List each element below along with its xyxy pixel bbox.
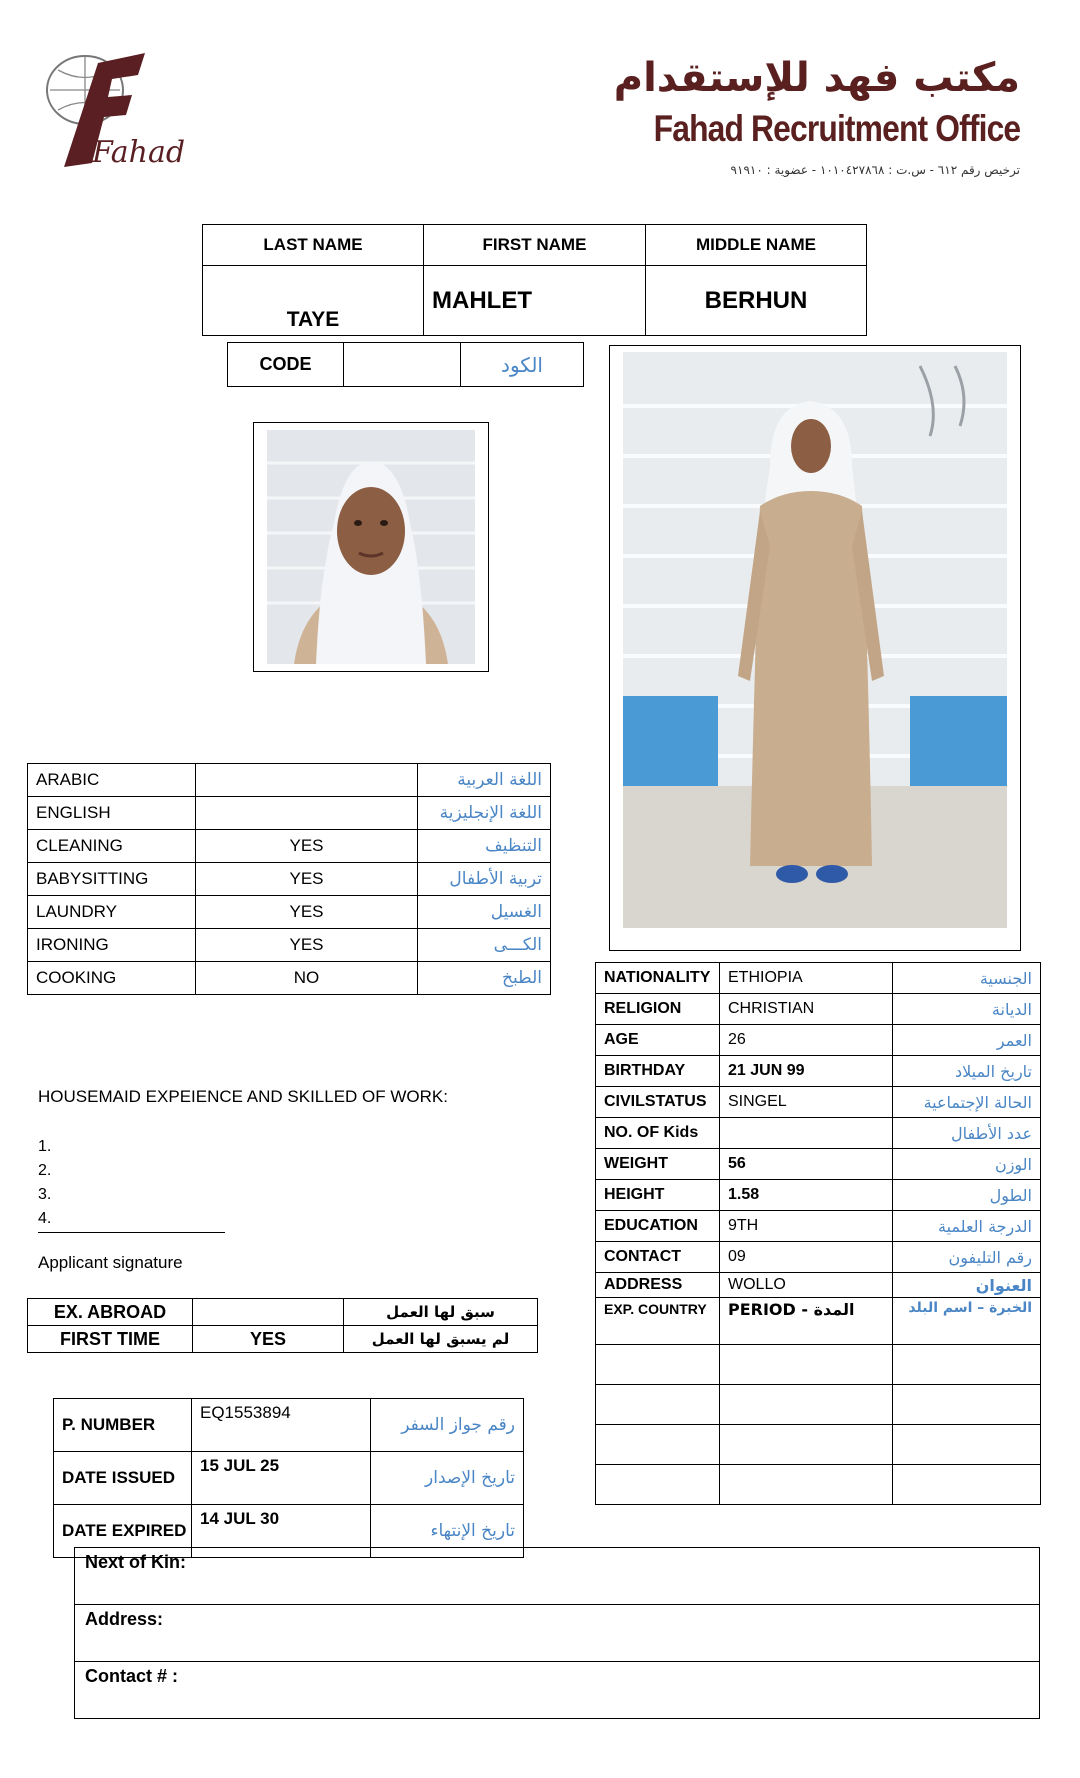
table-row — [28, 764, 551, 797]
info-label: NATIONALITY — [596, 963, 720, 994]
table-row — [596, 1345, 1041, 1385]
info-value: 56 — [720, 1149, 893, 1180]
info-value — [720, 1118, 893, 1149]
skill-label-arabic: اللغة الإنجليزية — [418, 797, 551, 830]
table-row — [28, 830, 551, 863]
info-label: ADDRESS — [596, 1273, 720, 1298]
skill-label: IRONING — [28, 929, 196, 962]
code-label: CODE — [228, 343, 344, 387]
exp-country-label-arabic: الخبرة – اسم البلد — [893, 1298, 1041, 1345]
info-label-arabic: تاريخ الميلاد — [893, 1056, 1041, 1087]
info-label: EDUCATION — [596, 1211, 720, 1242]
info-label-arabic: الديانة — [893, 994, 1041, 1025]
table-row — [75, 1548, 1040, 1605]
office-name-english: Fahad Recruitment Office — [653, 108, 1020, 149]
experience-list — [38, 1135, 51, 1231]
skill-label-arabic: التنظيف — [418, 830, 551, 863]
info-label: BIRTHDAY — [596, 1056, 720, 1087]
table-row — [28, 962, 551, 995]
info-label-arabic: الطول — [893, 1180, 1041, 1211]
office-name-arabic: مكتب فهد للإستقدام — [613, 55, 1020, 101]
table-row — [54, 1452, 524, 1505]
skill-label-arabic: الغسيل — [418, 896, 551, 929]
info-value: ETHIOPIA — [720, 963, 893, 994]
first-name-label: FIRST NAME — [424, 225, 646, 266]
skill-label-arabic: تربية الأطفال — [418, 863, 551, 896]
skill-label: COOKING — [28, 962, 196, 995]
passport-label-arabic: تاريخ الإنتهاء — [371, 1505, 524, 1558]
list-item: 1. — [38, 1138, 52, 1155]
info-label: CIVILSTATUS — [596, 1087, 720, 1118]
info-label: CONTACT — [596, 1242, 720, 1273]
skill-value: NO — [196, 962, 418, 995]
abroad-label: EX. ABROAD — [28, 1299, 193, 1326]
table-row — [596, 963, 1041, 994]
info-label-arabic: العمر — [893, 1025, 1041, 1056]
passport-label-arabic: رقم جواز السفر — [371, 1399, 524, 1452]
skill-label-arabic: الكـــى — [418, 929, 551, 962]
skill-label: ARABIC — [28, 764, 196, 797]
skill-label-arabic: الطبخ — [418, 962, 551, 995]
skill-value — [196, 797, 418, 830]
table-row — [596, 1149, 1041, 1180]
table-row — [596, 1425, 1041, 1465]
info-label-arabic: عدد الأطفال — [893, 1118, 1041, 1149]
code-table — [227, 342, 584, 387]
info-value: 1.58 — [720, 1180, 893, 1211]
table-row — [596, 1273, 1041, 1298]
office-license: ترخيص رقم ٦١٢ - س.ت : ١٠١٠٤٢٧٨٦٨ - عضوية : ٩١٩١٠ — [730, 163, 1020, 177]
table-row — [596, 1180, 1041, 1211]
passport-label: DATE ISSUED — [54, 1452, 192, 1505]
code-value — [344, 343, 461, 387]
info-label-arabic: العنوان — [893, 1273, 1041, 1298]
table-row — [596, 1118, 1041, 1149]
skill-value: YES — [196, 830, 418, 863]
code-label-arabic: الكود — [461, 343, 584, 387]
info-label-arabic: الجنسية — [893, 963, 1041, 994]
table-row — [596, 1298, 1041, 1345]
skill-label: BABYSITTING — [28, 863, 196, 896]
table-row — [596, 1385, 1041, 1425]
names-table — [202, 224, 867, 336]
table-row — [596, 1056, 1041, 1087]
info-label-arabic: الوزن — [893, 1149, 1041, 1180]
abroad-value: YES — [193, 1326, 344, 1353]
table-row — [75, 1662, 1040, 1719]
info-value: 09 — [720, 1242, 893, 1273]
list-item: 2. — [38, 1162, 52, 1179]
signature-label: Applicant signature — [38, 1253, 183, 1272]
first-name-value: MAHLET — [424, 266, 646, 336]
table-row — [596, 1025, 1041, 1056]
info-value: WOLLO — [720, 1273, 893, 1298]
info-label-arabic: الحالة الإجتماعية — [893, 1087, 1041, 1118]
list-item: 4. — [38, 1210, 52, 1227]
info-label: RELIGION — [596, 994, 720, 1025]
table-row — [28, 1299, 538, 1326]
skill-label: LAUNDRY — [28, 896, 196, 929]
skill-label-arabic: اللغة العربية — [418, 764, 551, 797]
middle-name-label: MIDDLE NAME — [646, 225, 867, 266]
info-value: 9TH — [720, 1211, 893, 1242]
abroad-table — [27, 1298, 538, 1353]
skills-table — [27, 763, 551, 995]
passport-table — [53, 1398, 524, 1558]
last-name-value: TAYE — [203, 266, 424, 336]
abroad-label: FIRST TIME — [28, 1326, 193, 1353]
experience-title: HOUSEMAID EXPEIENCE AND SKILLED OF WORK: — [38, 1087, 448, 1106]
table-row — [28, 863, 551, 896]
full-body-photo — [609, 345, 1021, 951]
kin-contact-label: Contact # : — [75, 1662, 1040, 1719]
table-row — [28, 929, 551, 962]
info-label-arabic: رقم التليفون — [893, 1242, 1041, 1273]
logo-text: Fahad — [92, 135, 186, 170]
table-row — [28, 797, 551, 830]
skill-label: ENGLISH — [28, 797, 196, 830]
info-value: 21 JUN 99 — [720, 1056, 893, 1087]
passport-label: DATE EXPIRED — [54, 1505, 192, 1558]
info-value: SINGEL — [720, 1087, 893, 1118]
personal-info-table — [595, 962, 1041, 1505]
table-row — [596, 994, 1041, 1025]
skill-value — [196, 764, 418, 797]
last-name-label: LAST NAME — [203, 225, 424, 266]
info-value: 26 — [720, 1025, 893, 1056]
info-label: NO. OF Kids — [596, 1118, 720, 1149]
exp-period-label: PERIOD - المدة — [720, 1298, 893, 1345]
table-row — [28, 896, 551, 929]
table-row — [75, 1605, 1040, 1662]
table-row — [28, 1326, 538, 1353]
kin-address-label: Address: — [75, 1605, 1040, 1662]
list-item: 3. — [38, 1186, 52, 1203]
info-value: CHRISTIAN — [720, 994, 893, 1025]
fahad-logo — [40, 45, 190, 175]
abroad-value — [193, 1299, 344, 1326]
table-row — [596, 1465, 1041, 1505]
middle-name-value: BERHUN — [646, 266, 867, 336]
passport-label-arabic: تاريخ الإصدار — [371, 1452, 524, 1505]
abroad-label-arabic: سبق لها العمل — [344, 1299, 538, 1326]
next-of-kin-label: Next of Kin: — [75, 1548, 1040, 1605]
info-label: AGE — [596, 1025, 720, 1056]
table-row — [596, 1087, 1041, 1118]
info-label: WEIGHT — [596, 1149, 720, 1180]
abroad-label-arabic: لم يسبق لها العمل — [344, 1326, 538, 1353]
table-row — [596, 1211, 1041, 1242]
skill-value: YES — [196, 863, 418, 896]
table-row — [596, 1242, 1041, 1273]
skill-value: YES — [196, 929, 418, 962]
info-label-arabic: الدرجة العلمية — [893, 1211, 1041, 1242]
exp-country-label: EXP. COUNTRY — [596, 1298, 720, 1345]
skill-label: CLEANING — [28, 830, 196, 863]
signature-line — [38, 1232, 225, 1233]
office-brand — [613, 55, 1020, 185]
passport-number: EQ1553894 — [192, 1399, 371, 1452]
table-row — [54, 1399, 524, 1452]
next-of-kin-table — [74, 1547, 1040, 1719]
info-label: HEIGHT — [596, 1180, 720, 1211]
passport-label: P. NUMBER — [54, 1399, 192, 1452]
passport-expired: 14 JUL 30 — [192, 1505, 371, 1558]
portrait-photo — [253, 422, 489, 672]
passport-issued: 15 JUL 25 — [192, 1452, 371, 1505]
skill-value: YES — [196, 896, 418, 929]
